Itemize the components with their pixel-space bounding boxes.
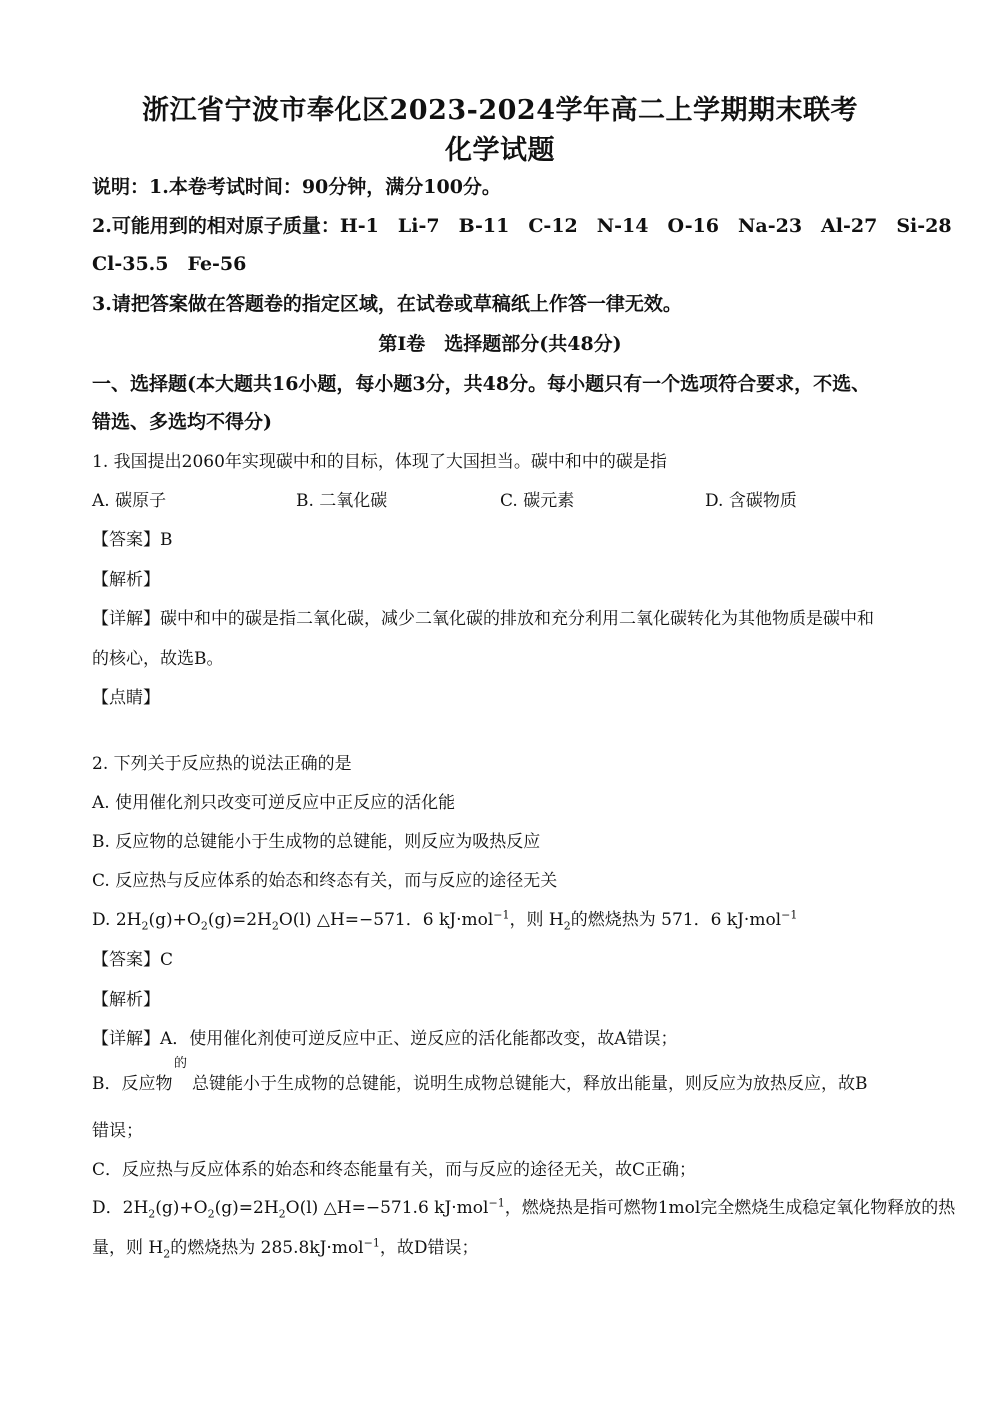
section-intro-line-1: 一、选择题(本大题共16小题，每小题3分，共48分。每小题只有一个选项符合要求，不选、 [92,373,871,395]
instruction-1: 说明：1.本卷考试时间：90分钟，满分100分。 [92,176,501,198]
q2-stem: 2. 下列关于反应热的说法正确的是 [92,754,352,774]
q1-detail-line-1: 【详解】碳中和中的碳是指二氧化碳，减少二氧化碳的排放和充分利用二氧化碳转化为其他物质是碳中和 [92,609,874,629]
q2-option-d: D. $2H_2(g)+O_2(g)=2H_2O(l)$ △H=−571．6 kJ·mol$^{-1}$，则 $H_2$的燃烧热为 571．6 kJ·mol$^{-1}$ [92,908,798,933]
q1-stem: 1. 我国提出2060年实现碳中和的目标，体现了大国担当。碳中和中的碳是指 [92,452,667,472]
title-line-2: 化学试题 [445,135,555,166]
q1-option-a: A. 碳原子 [92,491,167,511]
q2-detail-b-pre: B．反应物 [92,1074,173,1094]
q2-option-c: C. 反应热与反应体系的始态和终态有关，而与反应的途径无关 [92,871,558,891]
q2-detail-b-post: 总键能小于生成物的总键能，说明生成物总键能大，释放出能量，则反应为放热反应，故B [192,1074,868,1094]
q2-detail-a: 【详解】A．使用催化剂使可逆反应中正、逆反应的活化能都改变，故A错误； [92,1029,678,1049]
section-intro-line-2: 错选、多选均不得分) [92,411,272,433]
q1-option-d: D. 含碳物质 [705,491,797,511]
q1-option-b: B. 二氧化碳 [296,491,388,511]
q1-option-c: C. 碳元素 [500,491,575,511]
instruction-4: 3.请把答案做在答题卷的指定区域，在试卷或草稿纸上作答一律无效。 [92,293,682,315]
q2-analysis: 【解析】 [92,990,160,1010]
q1-answer: 【答案】B [92,530,173,550]
q1-comment: 【点睛】 [92,688,160,708]
q2-detail-b-small: 的 [174,1056,188,1071]
q2-detail-c: C．反应热与反应体系的始态和终态能量有关，而与反应的途径无关，故C正确； [92,1160,697,1180]
title-line-1: 浙江省宁波市奉化区2023-2024学年高二上学期期末联考 [142,95,858,126]
q1-detail-line-2: 的核心，故选B。 [92,649,224,669]
q2-answer: 【答案】C [92,950,174,970]
q2-detail-d-line-2: 量，则 $H_2$的燃烧热为 285.8kJ·mol$^{-1}$，故D错误； [92,1236,479,1261]
q1-analysis: 【解析】 [92,570,160,590]
q2-detail-b-line-2: 错误； [92,1121,143,1141]
q2-option-a: A. 使用催化剂只改变可逆反应中正反应的活化能 [92,793,456,813]
instruction-3: Cl-35.5 Fe-56 [92,253,247,275]
instruction-2: 2.可能用到的相对原子质量：H-1 Li-7 B-11 C-12 N-14 O-16 Na-23 Al-27 Si-28 [92,215,952,237]
section-heading: 第Ⅰ卷 选择题部分(共48分) [378,333,622,355]
q2-option-b: B. 反应物的总键能小于生成物的总键能，则反应为吸热反应 [92,832,541,852]
q2-detail-d-line-1: D．$2H_2(g)+O_2(g)=2H_2O(l)$ △H=−571.6 kJ·mol$^{-1}$，燃烧热是指可燃物1mol完全燃烧生成稳定氧化物释放的热 [92,1196,956,1221]
